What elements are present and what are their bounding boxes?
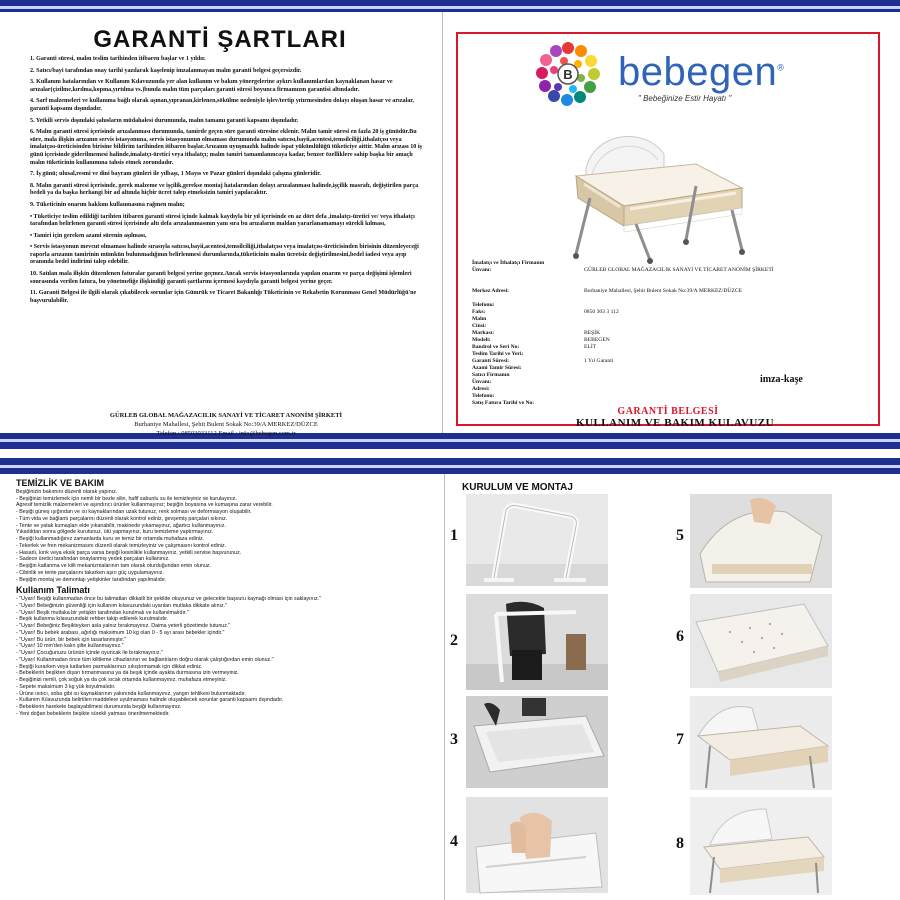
step-number: 2 (450, 632, 458, 649)
warranty-certificate (456, 32, 880, 426)
term-item: 9. Tüketicinin onarım hakkını kullanmasına rağmen malın; (30, 201, 185, 208)
step-5-canopy-photo (690, 494, 832, 588)
usage-line: - Beşik kullanma kılavuzundaki rehber takip edilerek kurulmalıdır. (16, 616, 169, 623)
step-8-finished-photo (690, 797, 832, 895)
cleaning-line: - Tüm vida ve bağlantı parçalarını düzenli olarak kontrol ediniz, gevşemiş parçaları sıkınız. (16, 515, 228, 522)
term-item: • Tüketiciye teslim edildiği tarihten itibaren garanti süresi içinde kalmak kaydıyla bir yıl içerisinde en az dört defa ,imalatçı-üretici ve/ veya ithalatçı tarafından belirlenen garanti süresi içerisinde altı defa arızalanmasının yanı sıra bu arızaların maldan yararlanamamayı sürekli kılması, (30, 213, 415, 228)
warranty-terms-title: GARANTİ ŞARTLARI (93, 26, 347, 53)
term-item: 4. Sarf malzemeleri ve kullanıma bağlı olarak aşınan,yıpranan,kirlenen,sökülme nedeniyle işlev/tertip yıtırmesinden dolayı oluşan hasar ve arızalar, garanti kapsamı dışındadır. (30, 98, 414, 112)
term-item: 6. Malın garanti süresi içerisinde arızalanması durumunda, tamirde geçen süre garanti süresine eklenir. Malın tamir süresi en fazla 20 iş günüdür.Bu süre, mala ilişkin arızanın servis istasyonuna, servis istasyonunun olmaması durumunda malın satıcısı,bayii,acentesi,temsilciliği,ithalatçısı veya imalatçısı-üreticisinden birisine bildirim tarihinden itibaren başlar.Arızanın uyuşmazlık halinde ispat yükümlülüğü tüketiciye aittir. Malın arızası 10 iş günü içerisinde giderilmemesi halinde,imalatçı-üretici veya ithalatçı; malın tamiri tamamlanıncaya kadar, benzer özelliklere sahip başka bir amaçlı malın tüketicinin kullanımına tahsis etmek zorundadır. (30, 129, 422, 166)
certificate-field-row: Faks: 0850 303 3 112 (472, 309, 619, 315)
certificate-field-row: Telefonu: (472, 393, 495, 399)
cleaning-line: - Hasarlı, kırık veya eksik parça varsa beşiği kesinlikle kullanmayınız, yetkili servise başvurunuz. (16, 549, 242, 556)
usage-line: - "Uyarı! Beşik mutlaka bir yetişkin tarafından kurulmalı ve kullanılmalıdır." (16, 609, 189, 616)
step-1-frame-photo (466, 494, 608, 586)
term-item: 11. Garanti Belgesi ile ilgili olarak çıkabilecek sorunlar için Gümrük ve Ticaret Bakanlığı Tüketicinin ve Rekabetin Korunması Genel Müdürlüğü'ne başvurulabilir. (30, 290, 417, 304)
certificate-field-row (472, 274, 872, 281)
step-number: 4 (450, 833, 458, 850)
company-name: GÜRLEB GLOBAL MAĞAZACILIK SANAYİ VE TİCARET ANONİM ŞİRKETİ (109, 412, 343, 419)
step-number: 1 (450, 527, 458, 544)
term-item: 8. Malın garanti süresi içerisinde, gerek malzeme ve işçilik,gerekse montaj hatalarından dolayı arızalanması halinde,işçilik masrafı, değiştirilen parça bedeli ya da başka herhangi bir ad altında hiçbir ücret talep etmeksizin tamiri yapılacaktır. (30, 182, 419, 197)
cleaning-line: - Beşiğin montaj ve demontajı yetişkinler tarafından yapılmalıdır. (16, 576, 167, 583)
step-3-basket-photo (466, 696, 608, 788)
certificate-field-row: Adresi: (472, 386, 490, 392)
cleaning-line: - Tekerlek ve fren mekanizmasını düzenli olarak temizleyiniz ve çalışmasını kontrol ediniz. (16, 542, 227, 549)
term-item: 2. Satıcı/bayi tarafından onay tarihi yazılarak kaşelenip imzalanmayan malın garanti belgesi geçersizdir. (30, 67, 302, 74)
term-item: 7. İş günü; ulusal,resmi ve dini bayram günleri ile yılbaşı, 1 Mayıs ve Pazar günleri dışındaki çalışma günleridir. (30, 171, 321, 178)
certificate-field-row: Telefonu: (472, 302, 495, 308)
company-address: Burhaniye Mahallesi, Şehit Bulent Sokak No:39/A MERKEZ/DÜZCE (134, 421, 318, 428)
company-contact: Telefon : 08503033112 Email : info@bebegen.com.tr (156, 430, 296, 437)
term-item: 5. Yetkili servis dışındaki şahısların müdahalesi durumunda, malın tamamı garanti kapsamı dışındadır. (30, 117, 299, 124)
term-item: • Tamiri için gereken azami sürenin aşılması, (30, 232, 147, 239)
brand-logo (518, 40, 818, 108)
bassinet-product-image (546, 114, 766, 264)
certificate-field-row: Teslim Tarihi ve Yeri: (472, 351, 524, 357)
usage-line: - "Uyarı! Beşiği kullanmadan önce bu talimatları dikkatli bir şekilde okuyunuz ve gelecekte başvuru kaynağı olması için saklayınız." (16, 596, 321, 602)
usage-line: - Beşiği kurarken veya katlarken parmaklarınızı sıkıştırmamak için dikkat ediniz. (16, 663, 203, 670)
certificate-field-row: Satış Fatura Tarihi ve No: (472, 400, 535, 406)
certificate-field-row: Bandrol ve Seri No: ELİT (472, 344, 597, 350)
fold-line (444, 474, 445, 900)
usage-line: - Ürüne ısıtıcı, soba gibi ısı kaynaklarının yakınında kullanmayınız, yangın tehlikesi bulunmaktadır. (16, 690, 246, 697)
step-number: 6 (676, 628, 684, 645)
cleaning-line: Beşiğinizin bakımını düzenli olarak yapınız. (16, 488, 118, 495)
usage-line: - Bebeklerin harekete başlayabilmesi durumunda beşiği kullanmayınız. (16, 704, 182, 710)
step-number: 5 (676, 527, 684, 544)
certificate-field-row: Cinsi: (472, 323, 487, 329)
usage-line: - "Uyarı! Bu ürün, bir bebek için tasarlanmıştır." (16, 636, 127, 643)
usage-line: - "Uyarı! Bebeğinizin güvenliği için kullanım kılavuzundaki uyarıları mutlaka dikkate alınız." (16, 602, 228, 609)
usage-line: - "Uyarı! Çocuğunuzu ürünün içinde oyuncak ile bırakmayınız." (16, 650, 163, 656)
certificate-field-row (472, 295, 872, 302)
bottom-page-top-band (0, 458, 900, 474)
certificate-field-row: Modeli: BEBEGEN (472, 337, 610, 343)
certificate-field-row: Satıcı Firmanın (472, 372, 510, 378)
usage-line: - Sepete maksimum 3 kg yük koyulmalıdır. (16, 683, 116, 690)
top-border-band (0, 0, 900, 12)
usage-line: - "Uyarı! Bebeğiniz Beşikteyken asla yalnız bırakmayınız. Daima yeterli gözetimde tutunuz." (16, 623, 231, 629)
cleaning-line: Agresif temizlik malzemeleri ve aşındırıcı ürünler kullanmayınız; beşiğin boyasına ve kumaşına zarar verebilir. (16, 502, 273, 509)
usage-line: - "Uyarı! 10 mm'den kalın şilte kullanmayınız." (16, 643, 124, 650)
term-item: 3. Kullanım hatalarından ve Kullanım Kılavuzunda yer alan kullanım ve bakım yönergelerine aykırı kullanımlardan kaynaklanan hasar ve arızalar(çizilme,kırılma,kopma,yırtılma vs.)bunda malın tüm parçaları garanti süresi boyunca firmamızın garantisi altındadır. (30, 79, 393, 93)
usage-line: - "Uyarı! Bu bebek arabası, ağırlığı maksimum 10 kg olan 0 - 5 ayı arası bebekler içindir." (16, 629, 225, 636)
warranty-page (0, 12, 900, 437)
certificate-field-row: Ünvanı: (472, 379, 492, 385)
cleaning-line: - Beşiği kullanmadığınız zamanlarda kuru ve temiz bir ortamda muhafaza ediniz. (16, 536, 205, 542)
step-2-assembly-photo (466, 594, 608, 690)
term-item: 10. Satılan mala ilişkin düzenlenen faturalar garanti belgesi yerine geçmez.Ancak servis istasyonlarında yapılan onarım ve parça değişimi işlemleri sonrasında verilen fatura, bu yönetmeliğe ilişkindiği garanti şartlarını içermesi kaydıyla garanti belgesi yerine geçer. (30, 271, 412, 285)
step-6-mattress-photo (690, 594, 832, 688)
certificate-fields (472, 260, 872, 407)
cleaning-line: - Tente ve yatak kumaşları elde yıkanabilir, makinede yıkamayınız, ağartıcı kullanmayınız. (16, 522, 226, 529)
signature-stamp-label: imza-kaşe (760, 374, 803, 385)
step-number: 3 (450, 731, 458, 748)
cleaning-line: - Sadece üretici tarafından onaylanmış yedek parçaları kullanınız. (16, 556, 170, 563)
cleaning-and-usage-section (16, 480, 434, 718)
certificate-field-row: Garanti Süresi: 1 Yıl Garanti (472, 358, 614, 364)
manual-title: KULLANIM VE BAKIM KULAVUZU (575, 417, 775, 429)
cleaning-line: - Cibinlik ve tente parçalarını takarken aşırı güç uygulamayınız. (16, 569, 164, 576)
term-item: 1. Garanti süresi, malın teslim tarihinden itibaren başlar ve 1 yıldır. (30, 56, 206, 62)
certificate-field-row: Markası: BEŞİK (472, 330, 601, 336)
svg-text:B: B (563, 67, 573, 82)
usage-line: - "Uyarı! Kullanmadan önce tüm kilitleme cihazlarının ve bağlantıların doğru olarak çalıştığından emin olunuz." (16, 656, 274, 663)
colorful-dots-logo-icon (518, 40, 618, 108)
company-footer (30, 411, 422, 438)
certificate-field-row: Azami Tamir Süresi: (472, 365, 522, 371)
certificate-field-row: Ünvanı: GÜRLEB GLOBAL MAĞAZACILIK SANAYİ VE TİCARET ANONİM ŞİRKETİ (472, 267, 774, 273)
cleaning-line: - Beşiğin katlanma ve kilit mekanizmalarının tam olarak oturduğundan emin olunuz. (16, 563, 211, 569)
cleaning-line: - Beşiği güneş ışığından ve ısı kaynaklarından uzak tutunuz, renk solması ve deformasyon oluşabilir. (16, 509, 252, 515)
certificate-title: GARANTİ BELGESİ (617, 406, 719, 417)
mounting-title: KURULUM VE MONTAJ (462, 482, 573, 493)
usage-line: - Bebeklerin beşikten dışarı tırmanmasına ya da beşik içinde ayakta durmasına izin vermeyiniz. (16, 670, 239, 677)
certificate-field-row: Malın (472, 316, 487, 322)
certificate-field-row (472, 281, 872, 288)
term-item: • Servis istasyonun mevcut olmaması halinde sırasıyla satıcısı,bayii,acentesi,temsilciliği,ithalatçısı veya imalatçısı-üreticisinden birisinin düzenleyeceği raporla arızanın tamirinin mümkün bulunmadığının belirlenmesi durumlarında,tüketicinin malın ücretsiz değiştirilmesini,bedel iadesi veya ayıp oranında bedel indirimi talep edebilir. (30, 244, 419, 266)
cleaning-line: Yıkadıktan sonra gölgede kurutunuz, ütü yapmayınız, kuru temizleme yaptırmayınız. (16, 529, 214, 536)
certificate-field-row: İmalatçı ve İthalatçı Firmanın (472, 260, 545, 266)
usage-line: - Yeni doğan bebeklerin beşikte sürekli yatması önerilmemektedir. (16, 710, 170, 717)
certificate-field-row: Merkez Adresi: Burhaniye Mahallesi, Şehit Bulent Sokak No:39/A MERKEZ/DÜZCE (472, 288, 743, 294)
cleaning-title: TEMİZLİK VE BAKIM (16, 478, 104, 488)
step-number: 7 (676, 731, 684, 748)
step-4-fabric-photo (466, 797, 608, 893)
cleaning-line: - Beşiğinizi temizlemek için nemli bir bezle silin, hafif sabunlu su ile temizleyiniz ve kurulayınız. (16, 495, 237, 502)
usage-line: - Beşiğinizi nemli, çok soğuk ya da çok sıcak ortamda kullanmayınız, muhafaza etmeyiniz. (16, 677, 227, 683)
brand-tagline: " Bebeğinize Estir Hayatı " (638, 94, 732, 103)
fold-line (442, 12, 443, 433)
brand-name: bebegen® (618, 50, 785, 94)
step-number: 8 (676, 835, 684, 852)
usage-title: Kullanım Talimatı (16, 585, 90, 596)
warranty-terms-list (30, 56, 422, 309)
step-7-bassinet-photo (690, 696, 832, 790)
usage-line: - Kullanım Kılavuzunda belirtilen maddelere uyulmaması halinde oluşabilecek sorunlar garanti kapsamı dışındadır. (16, 697, 284, 704)
